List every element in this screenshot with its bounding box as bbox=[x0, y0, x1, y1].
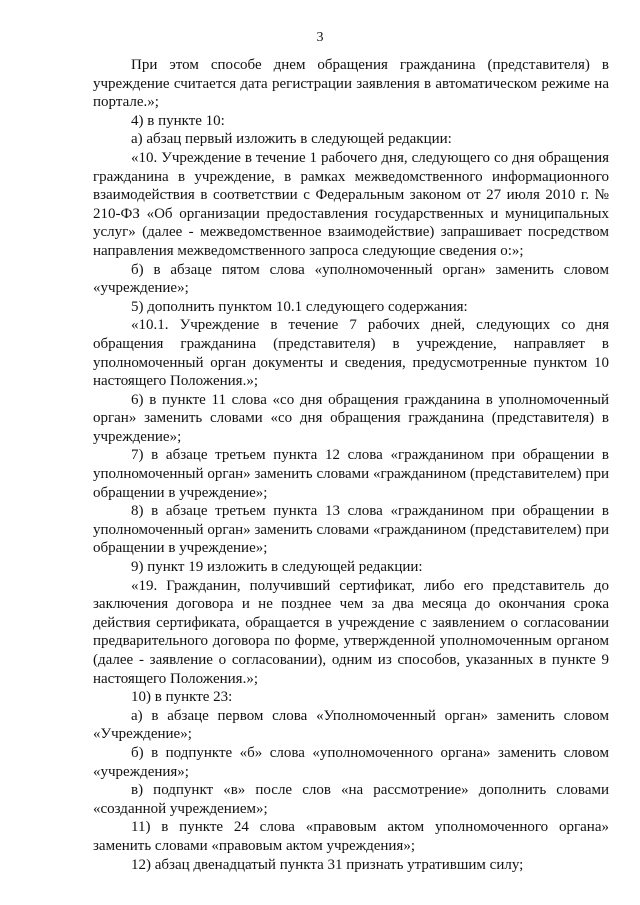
paragraph: 8) в абзаце третьем пункта 13 слова «гражданином при обращении в уполномоченный орган» заменить словами «гражданином (представителем) при обращении в учреждение»; bbox=[93, 503, 609, 557]
paragraph: б) в подпункте «б» слова «уполномоченного органа» заменить словом «учреждения»; bbox=[93, 744, 609, 780]
paragraph: а) в абзаце первом слова «Уполномоченный орган» заменить словом «Учреждение»; bbox=[93, 707, 609, 743]
paragraph: «10.1. Учреждение в течение 7 рабочих дней, следующих со дня обращения гражданина (представителя) в учреждение, направляет в уполномоченный орган документы и сведения, предусмотренные пунктом 10 настоящего Положения.»; bbox=[93, 317, 609, 390]
paragraph: 11) в пункте 24 слова «правовым актом уполномоченного органа» заменить словами «правовым актом учреждения»; bbox=[93, 819, 609, 854]
paragraph: а) абзац первый изложить в следующей редакции: bbox=[131, 131, 452, 148]
paragraph: 12) абзац двенадцатый пункта 31 признать утратившим силу; bbox=[131, 856, 524, 873]
paragraph: «10. Учреждение в течение 1 рабочего дня, следующего со дня обращения гражданина в учреждение, в рамках межведомственного информационного взаимодействия в соответствии с Федеральным законом от 27 июля 2010 г. № 210-ФЗ «Об организации предоставления государственных и муниципальных услуг» (далее - межведомственное взаимодействие) запрашивает посредством направления межведомственного запроса следующие сведения о:»; bbox=[93, 149, 609, 259]
paragraph: в) подпункт «в» после слов «на рассмотрение» дополнить словами «созданной учреждением»; bbox=[93, 782, 609, 817]
paragraph: 6) в пункте 11 слова «со дня обращения гражданина в уполномоченный орган» заменить словами «со дня обращения гражданина (представителя) в учреждение»; bbox=[93, 391, 609, 445]
paragraph: 9) пункт 19 изложить в следующей редакции: bbox=[131, 559, 423, 576]
paragraph: 7) в абзаце третьем пункта 12 слова «гражданином при обращении в уполномоченный орган» заменить словами «гражданином (представителем) при обращении в учреждение»; bbox=[93, 447, 609, 501]
paragraph: «19. Гражданин, получивший сертификат, либо его представитель до заключения договора и не позднее чем за два месяца до окончания срока действия сертификата, обращается в учреждение с заявлением о согласовании предварительного договора по форме, утвержденной уполномоченным органом (далее - заявление о согласовании), одним из способов, указанных в пункте 9 настоящего Положения.»; bbox=[93, 577, 609, 687]
paragraph: 10) в пункте 23: bbox=[131, 689, 233, 706]
paragraph: 4) в пункте 10: bbox=[131, 112, 225, 129]
paragraph: 5) дополнить пунктом 10.1 следующего содержания: bbox=[131, 298, 468, 315]
paragraph: При этом способе днем обращения гражданина (представителя) в учреждение считается дата регистрации заявления в автоматическом режиме на портале.»; bbox=[93, 57, 609, 111]
page-number: 3 bbox=[316, 30, 324, 45]
paragraph: б) в абзаце пятом слова «уполномоченный орган» заменить словом «учреждение»; bbox=[93, 261, 609, 297]
document-body bbox=[93, 56, 609, 874]
